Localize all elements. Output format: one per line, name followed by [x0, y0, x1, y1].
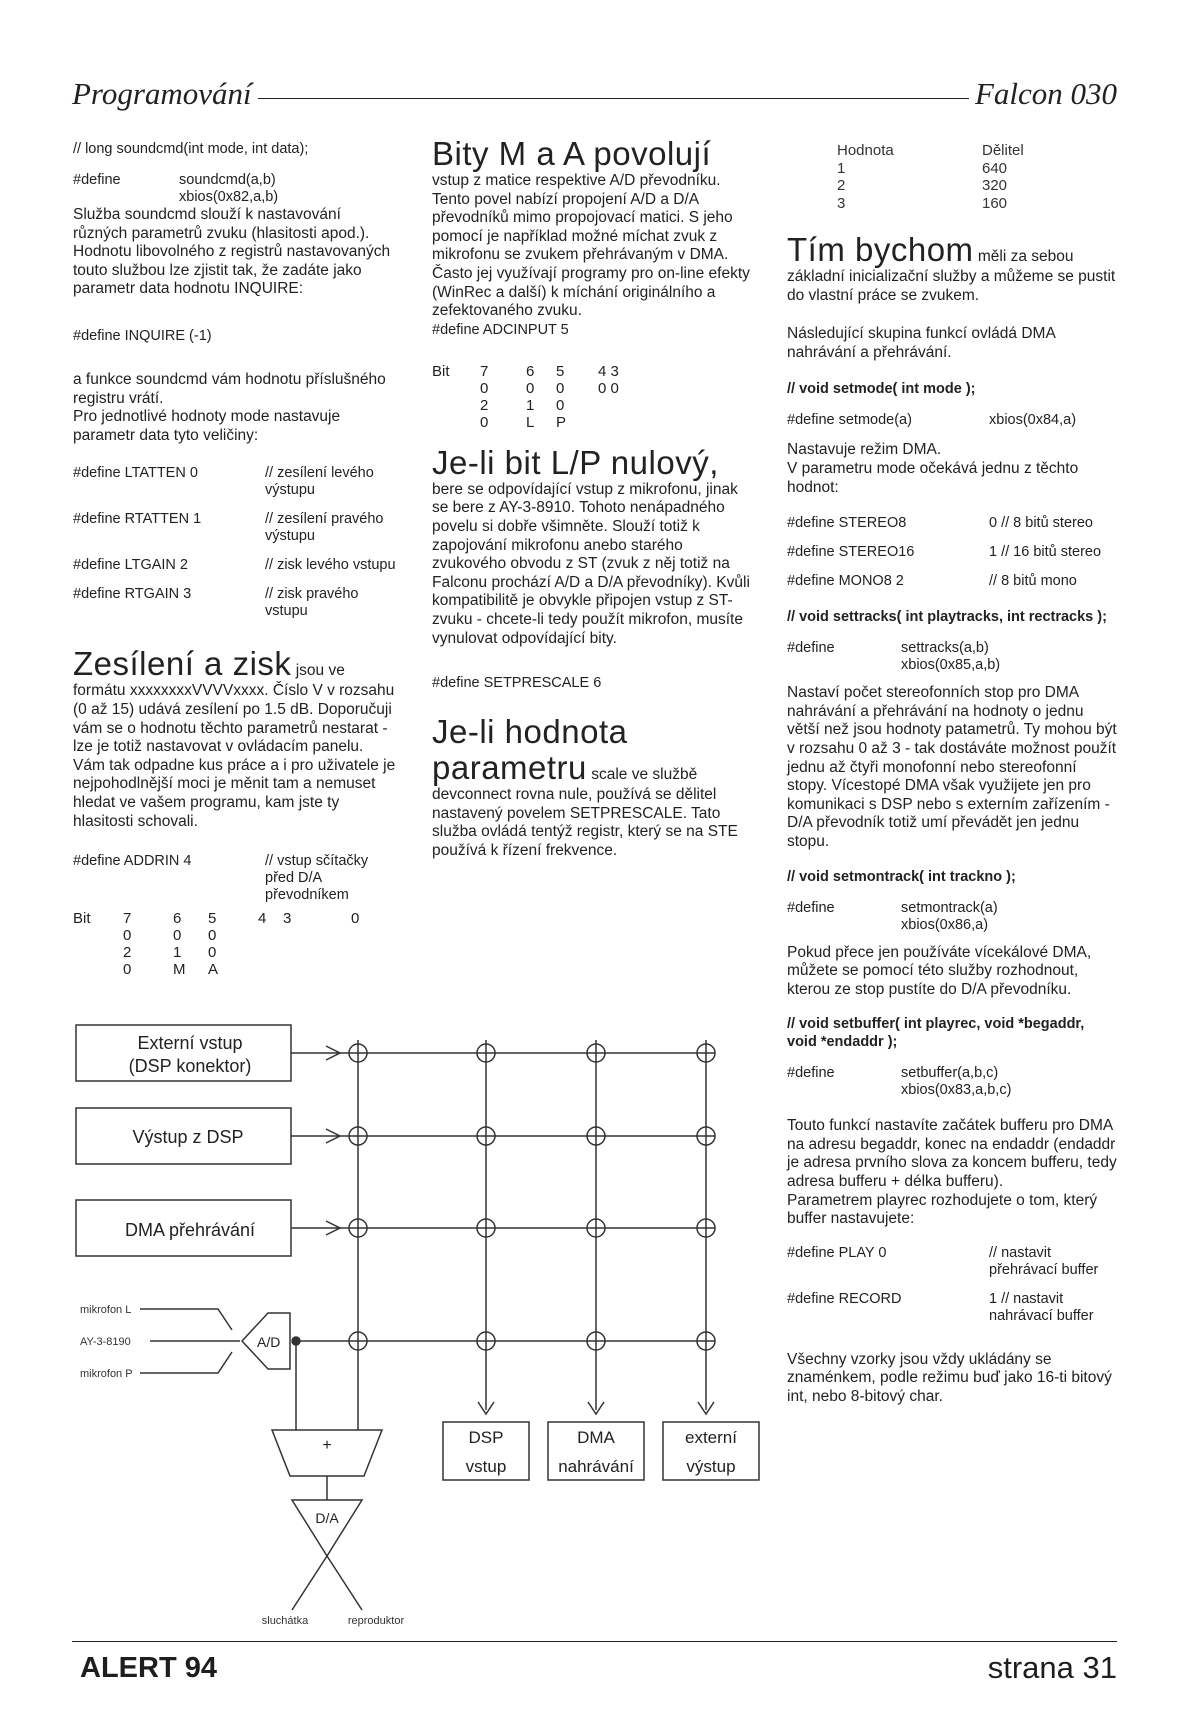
- table-header: Dělitel: [982, 142, 1024, 159]
- paragraph: Parametrem playrec rozhodujete o tom, který buffer nastavujete:: [787, 1191, 1098, 1228]
- run-in-heading: Je-li hodnota parametru: [432, 713, 628, 787]
- svg-text:výstup: výstup: [686, 1457, 736, 1476]
- da-converter: [292, 1500, 362, 1556]
- mode-table: #define STEREO8 0 // 8 bitů stereo #define STEREO16 1 // 16 bitů stereo #define MONO8 2 // 8 bitů mono: [787, 515, 1102, 590]
- paragraph: Hodnotu libovolného z registrů nastavovaných touto službou lze zjistit tak, že zadáte jako parametr data hodnotu INQUIRE:: [73, 243, 391, 298]
- svg-text:externí: externí: [685, 1428, 737, 1447]
- define-setmode: #define setmode(a) xbios(0x84,a): [787, 412, 1077, 429]
- footer-rule: [72, 1641, 1117, 1642]
- svg-text:nahrávání: nahrávání: [558, 1457, 634, 1476]
- headphones-label: sluchátka: [261, 1615, 309, 1627]
- magazine-name: ALERT 94: [80, 1652, 217, 1684]
- define-setbuffer: #define setbuffer(a,b,c) xbios(0x83,a,b,c): [787, 1065, 1012, 1099]
- paragraph: Pokud přece jen používáte vícekálové DMA, můžete se pomocí této služby rozhodnout, kterou ze stop pustíte do D/A převodníku.: [787, 943, 1092, 998]
- define-settracks: #define settracks(a,b) xbios(0x85,a,b): [787, 640, 1001, 674]
- paragraph: Pro jednotlivé hodnoty mode nastavuje parametr data tyto veličiny:: [73, 408, 341, 444]
- input-box-label: Výstup z DSP: [132, 1127, 244, 1147]
- svg-text:DSP: DSP: [468, 1428, 504, 1447]
- svg-text:DMA: DMA: [577, 1428, 615, 1447]
- paragraph: Následující skupina funkcí ovládá DMA nahrávání a přehrávání.: [787, 325, 1055, 361]
- matrix-junctions: [349, 1044, 715, 1350]
- paragraph: Touto funkcí nastavíte začátek bufferu pro DMA na adresu begaddr, konec na endaddr (endaddr je adresa prvního slova za koncem bufferu, tedy adresa bufferu + délka bufferu).: [787, 1117, 1117, 1191]
- page-number: strana 31: [987, 1650, 1117, 1685]
- define-comment: // zesílení pravého výstupu: [265, 511, 384, 545]
- prescale-table: Hodnota Dělitel 1 640 2 320 3 160: [837, 142, 1117, 212]
- ad-label: A/D: [257, 1334, 281, 1350]
- mic-left-label: mikrofon L: [80, 1304, 132, 1316]
- code-define: #define SETPRESCALE 6: [432, 675, 602, 692]
- arrow: [291, 1046, 340, 1060]
- define-comment: // zisk levého vstupu: [265, 557, 396, 574]
- bit-table: Bit 7 6 5 4 3 0 0 0 0 2 1 0 0 M A: [73, 910, 360, 979]
- mic-right-label: mikrofon P: [80, 1368, 133, 1380]
- section-heading: Je-li bit L/P nulový,: [432, 443, 719, 481]
- define-keyword: #define RTGAIN 3: [73, 586, 192, 603]
- ay-label: AY-3-8190: [80, 1336, 131, 1348]
- speaker-label: reproduktor: [347, 1615, 405, 1627]
- input-box-label: Externí vstup: [137, 1033, 243, 1053]
- code-comment: // void setmode( int mode );: [787, 381, 976, 398]
- define-keyword: #define: [73, 172, 121, 188]
- paragraph: Služba soundcmd slouží k nastavování různých parametrů zvuku (hlasitosti apod.).: [73, 206, 370, 242]
- define-keyword: #define ADDRIN 4: [73, 853, 192, 870]
- article-title: Falcon 030: [969, 76, 1117, 112]
- define-comment: // zisk pravého vstupu: [265, 586, 359, 620]
- paragraph-text: měli za sebou základní inicializační služby a můžeme se pustit do vlastní práce se zvukem.: [787, 248, 1116, 304]
- define-comment: // zesílení levého výstupu: [265, 465, 374, 499]
- arrow: [291, 1129, 340, 1143]
- code-comment: // void setbuffer( int playrec, void *begaddr, void *endaddr );: [787, 1016, 1085, 1051]
- run-in-heading: Tím bychom: [787, 231, 974, 268]
- paragraph: V parametru mode očekává jednu z těchto hodnot:: [787, 459, 1079, 496]
- paragraph: Všechny vzorky jsou vždy ukládány se znaménkem, podle režimu buď jako 16-ti bitový int, nebo 8-bitový char.: [787, 1350, 1112, 1406]
- adder-label: +: [322, 1437, 332, 1454]
- define-keyword: #define LTATTEN 0: [73, 465, 198, 482]
- code-define: #define INQUIRE (-1): [73, 327, 212, 344]
- code-define: #define ADCINPUT 5: [432, 321, 569, 338]
- bit-table: Bit 7 6 5 4 3 0 0 0 0 0 2 1 0 0 L P: [432, 362, 619, 431]
- paragraph-text: scale ve službě devconnect rovna nule, používá se dělitel nastavený povelem SETPRESCALE. Tato služba ovládá tentýž registr, který se na STE používá k řízení frekvence.: [432, 766, 738, 859]
- arrow: [291, 1221, 340, 1235]
- paragraph: Nastavuje režim DMA.: [787, 441, 942, 459]
- paragraph: a funkce soundcmd vám hodnotu příslušného registru vrátí.: [73, 370, 386, 407]
- paragraph: vstup z matice respektive A/D převodníku. Tento povel nabízí propojení A/D a D/A převodníků mimo propojovací matici. S jeho pomocí je například možné míchat zvuk z mikrofonu se zvukem přehrávaným v DMA. Často jej využívají programy pro on-line efekty (WinRec a další) k míchání originálního a zefektovaného zvuku.: [432, 172, 750, 320]
- svg-text:vstup: vstup: [465, 1457, 507, 1476]
- paragraph-text: jsou ve formátu xxxxxxxxVVVVxxxx. Číslo V v rozsahu (0 až 15) udává zesílení po 1.5 dB. Doporučuji vám se o hodnotu těchto parametrů nestarat - lze je totiž nastavovat v ovládacím panelu. Vám tak odpadne kus práce a i pro uživatele je nejpohodlnější moci je měnit tam a nemuset hledat ve vašem programu, kam jste ty hlasitosti schovali.: [73, 662, 396, 830]
- input-box-label: (DSP konektor): [128, 1056, 252, 1076]
- table-header: Hodnota: [837, 142, 894, 159]
- run-in-heading: Zesílení a zisk: [73, 645, 292, 683]
- paragraph: Nastaví počet stereofonních stop pro DMA nahrávání a přehrávání na hodnoty o jednu větší než jsou hodnoty patametrů. Ty mohou být v rozsahu 0 až 3 - tak dostáváte možnost použít jednu až čtyři monofonní nebo stereofonní stopy. Vícestopé DMA však využijete jen pro komunikaci s DSP nebo s externím zařízením - D/A převodník totiž umí převádět jen jednu stopu.: [787, 684, 1117, 850]
- code-comment: // void setmontrack( int trackno );: [787, 868, 1016, 885]
- define-comment: // vstup sčítačky před D/A převodníkem: [265, 853, 369, 904]
- define-keyword: #define LTGAIN 2: [73, 557, 188, 574]
- input-box-label: DMA přehrávání: [124, 1220, 256, 1240]
- playrec-table: #define PLAY 0 // nastavit přehrávací buffer #define RECORD 1 // nastavit nahrávací buffer: [787, 1244, 1099, 1324]
- da-label: D/A: [315, 1510, 339, 1526]
- section-heading: Bity M a A povolují: [432, 135, 712, 172]
- define-keyword: #define RTATTEN 1: [73, 511, 202, 528]
- define-setmontrack: #define setmontrack(a) xbios(0x86,a): [787, 899, 998, 933]
- section-title: Programování: [72, 76, 258, 112]
- code-comment: // void settracks( int playtracks, int rectracks );: [787, 609, 1107, 626]
- define-value: soundcmd(a,b) xbios(0x82,a,b): [179, 172, 279, 205]
- code-comment: // long soundcmd(int mode, int data);: [73, 141, 309, 157]
- paragraph: bere se odpovídající vstup z mikrofonu, jinak se bere z AY-3-8910. Tohoto nenápadného povelu si dobře všimněte. Slouží totiž k zapojování mikrofonu anebo starého zvukového obvodu z ST (zvuk z něj totiž na Falconu prochází A/D a D/A převodníky). Kvůli kompatibilitě je obvykle připojen vstup z ST-zvuku - chcete-li tedy použít mikrofon, musíte vynulovat odpovídající bity.: [432, 480, 750, 647]
